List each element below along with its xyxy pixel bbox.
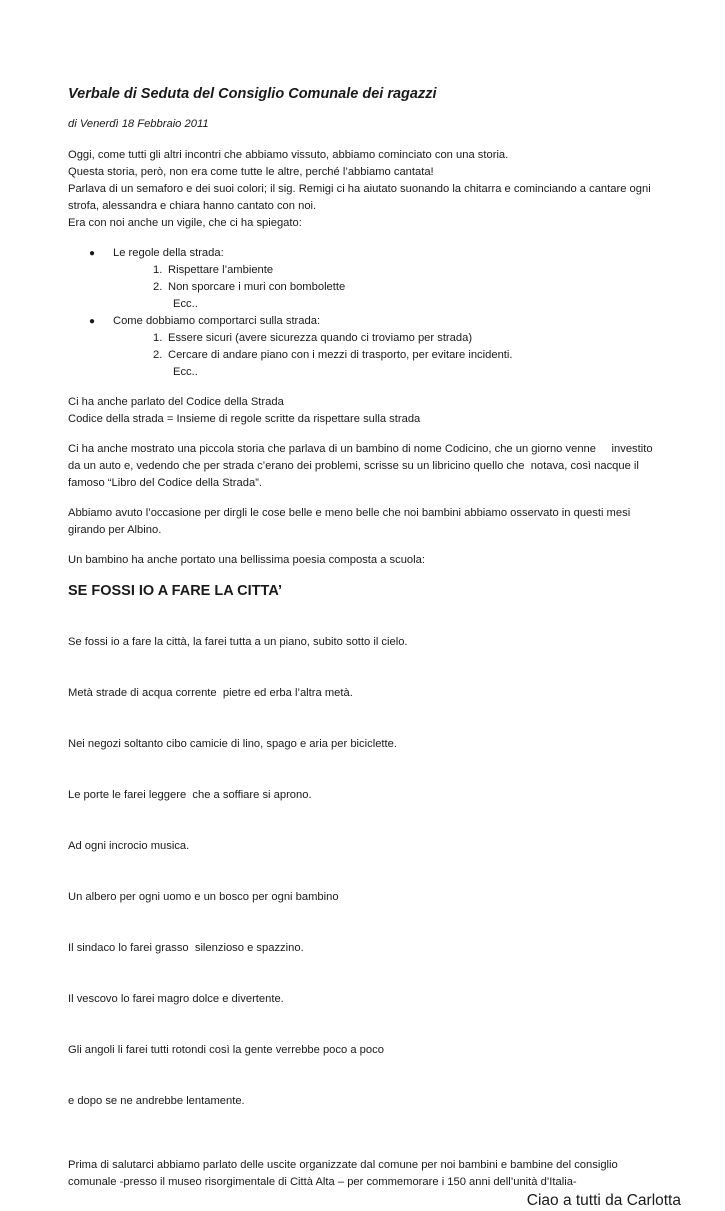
poem-line: Ad ogni incrocio musica. <box>68 840 190 852</box>
intro-line: Era con noi anche un vigile, che ci ha spiegato: <box>68 217 302 229</box>
list-number: 1. <box>153 332 163 344</box>
etc-text: Ecc.. <box>173 298 198 310</box>
list-number: 1. <box>153 264 163 276</box>
intro-line: Parlava di un semaforo e dei suoi colori; il sig. Remigi ci ha aiutato suonando la chitarra e cominciando a cantare ogni strofa, alessandra e chiara hanno cantato con noi. <box>68 183 651 212</box>
list-text: Cercare di andare piano con i mezzi di trasporto, per evitare incidenti. <box>168 349 513 361</box>
codice-line: Ci ha anche parlato del Codice della Strada <box>68 396 284 408</box>
poem-line: Un albero per ogni uomo e un bosco per ogni bambino <box>68 891 339 903</box>
poem-line: Gli angoli li farei tutti rotondi così la gente verrebbe poco a poco <box>68 1044 384 1056</box>
intro-line: Oggi, come tutti gli altri incontri che abbiamo vissuto, abbiamo cominciato con una storia. <box>68 149 509 161</box>
list-text: Non sporcare i muri con bombolette <box>168 281 346 293</box>
rules-list <box>68 245 668 381</box>
poem <box>68 600 668 1144</box>
poem-line: Metà strade di acqua corrente pietre ed erba l’altra metà. <box>68 687 353 699</box>
list-text: Essere sicuri (avere sicurezza quando ci troviamo per strada) <box>168 332 473 344</box>
bullet-icon: ● <box>89 316 96 327</box>
bullet-item-behavior <box>68 313 668 381</box>
occasion-paragraph: Abbiamo avuto l’occasione per dirgli le cose belle e meno belle che noi bambini abbiamo osservato in questi mesi girando per Albino. <box>68 507 631 536</box>
list-text: Rispettare l’ambiente <box>168 264 274 276</box>
codice-line: Codice della strada = Insieme di regole scritte da rispettare sulla strada <box>68 413 421 425</box>
numbered-list <box>113 262 668 296</box>
signature: Ciao a tutti da Carlotta <box>526 1192 681 1209</box>
poem-line: Il vescovo lo farei magro dolce e divertente. <box>68 993 284 1005</box>
list-item <box>153 279 668 296</box>
poem-line: Se fossi io a fare la città, la farei tutta a un piano, subito sotto il cielo. <box>68 636 408 648</box>
poem-title: SE FOSSI IO A FARE LA CITTA’ <box>68 583 283 599</box>
meeting-date: di Venerdì 18 Febbraio 2011 <box>68 118 209 130</box>
bullet-label: Le regole della strada: <box>113 247 224 259</box>
list-item <box>153 262 668 279</box>
bullet-icon: ● <box>89 248 96 259</box>
list-number: 2. <box>153 349 163 361</box>
document-page <box>68 84 681 1211</box>
list-item <box>153 330 668 347</box>
numbered-list <box>113 330 668 364</box>
list-number: 2. <box>153 281 163 293</box>
poem-line: Il sindaco lo farei grasso silenzioso e spazzino. <box>68 942 304 954</box>
poem-line: Nei negozi soltanto cibo camicie di lino, spago e aria per biciclette. <box>68 738 397 750</box>
bullet-label: Come dobbiamo comportarci sulla strada: <box>113 315 321 327</box>
story-paragraph: Ci ha anche mostrato una piccola storia che parlava di un bambino di nome Codicino, che un giorno venne investito da un auto e, vedendo che per strada c’erano dei problemi, scrisse su un libricino quello che notava, così nacque il famoso “Libro del Codice della Strada”. <box>68 443 656 489</box>
intro-line: Questa storia, però, non era come tutte le altre, perché l’abbiamo cantata! <box>68 166 434 178</box>
codice-paragraph <box>68 394 668 428</box>
intro-paragraph <box>68 147 668 232</box>
poem-line: e dopo se ne andrebbe lentamente. <box>68 1095 245 1107</box>
closing-paragraph: Prima di salutarci abbiamo parlato delle uscite organizzate dal comune per noi bambini e bambine del consiglio comunale -presso il museo risorgimentale di Città Alta – per commemorare i 150 anni dell’unità d’Italia- <box>68 1159 618 1188</box>
poem-line: Le porte le farei leggere che a soffiare si aprono. <box>68 789 312 801</box>
list-item <box>153 347 668 364</box>
document-title: Verbale di Seduta del Consiglio Comunale dei ragazzi <box>68 86 437 102</box>
poem-intro: Un bambino ha anche portato una bellissima poesia composta a scuola: <box>68 554 425 566</box>
etc-text: Ecc.. <box>173 366 198 378</box>
bullet-item-rules <box>68 245 668 313</box>
